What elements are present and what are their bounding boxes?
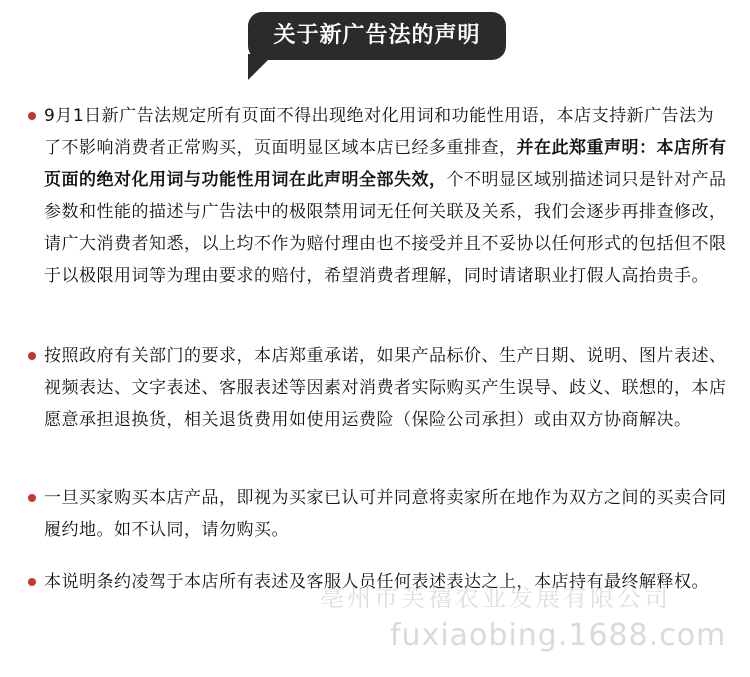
statement-text: 按照政府有关部门的要求，本店郑重承诺，如果产品标价、生产日期、说明、图片表述、视频表达、文字表述、客服表述等因素对消费者实际购买产生误导、歧义、联想的，本店愿意承担退换货，相关退货费用如使用运费险（保险公司承担）或由双方协商解决。 xyxy=(44,346,727,430)
statement-text: 一旦买家购买本店产品，即视为买家已认可并同意将卖家所在地作为双方之间的买卖合同履约地。如不认同，请勿购买。 xyxy=(44,488,727,540)
statement-text: 本说明条约凌驾于本店所有表述及客服人员任何表述表达之上，本店持有最终解释权。 xyxy=(44,572,709,592)
statement-text-part: 9月1日新广告法规定所有页面不得出现绝对化用词和功能性用语，本店支持新广告法为了不影响消费者正常购买，页面明显区域本店已经多重排查， xyxy=(44,106,715,158)
company-watermark: 亳州市芙禧农业发展有限公司 xyxy=(320,584,671,612)
bullet-dot-icon xyxy=(28,112,36,120)
site-watermark: fuxiaobing.1688.com xyxy=(390,618,727,653)
page-title: 关于新广告法的声明 xyxy=(273,23,481,48)
statement-bold-text: 并在此郑重声明：本店所有页面的绝对化用词与功能性用词在此声明全部失效， xyxy=(44,138,727,190)
bullet-dot-icon xyxy=(28,578,36,586)
bullet-dot-icon xyxy=(28,352,36,360)
statement-text-part: 个不明显区域别描述词只是针对产品参数和性能的描述与广告法中的极限禁用词无任何关联及关系，我们会逐步再排查修改，请广大消费者知悉，以上均不作为赔付理由也不接受并且不妥协以任何形式的包括但不限于以极限用词等为理由要求的赔付，希望消费者理解，同时请诸职业打假人高抬贵手。 xyxy=(44,170,727,286)
statement-item xyxy=(30,100,730,292)
bullet-dot-icon xyxy=(28,494,36,502)
statement-item xyxy=(30,340,730,436)
statement-item xyxy=(30,482,730,546)
statement-text xyxy=(30,100,730,292)
